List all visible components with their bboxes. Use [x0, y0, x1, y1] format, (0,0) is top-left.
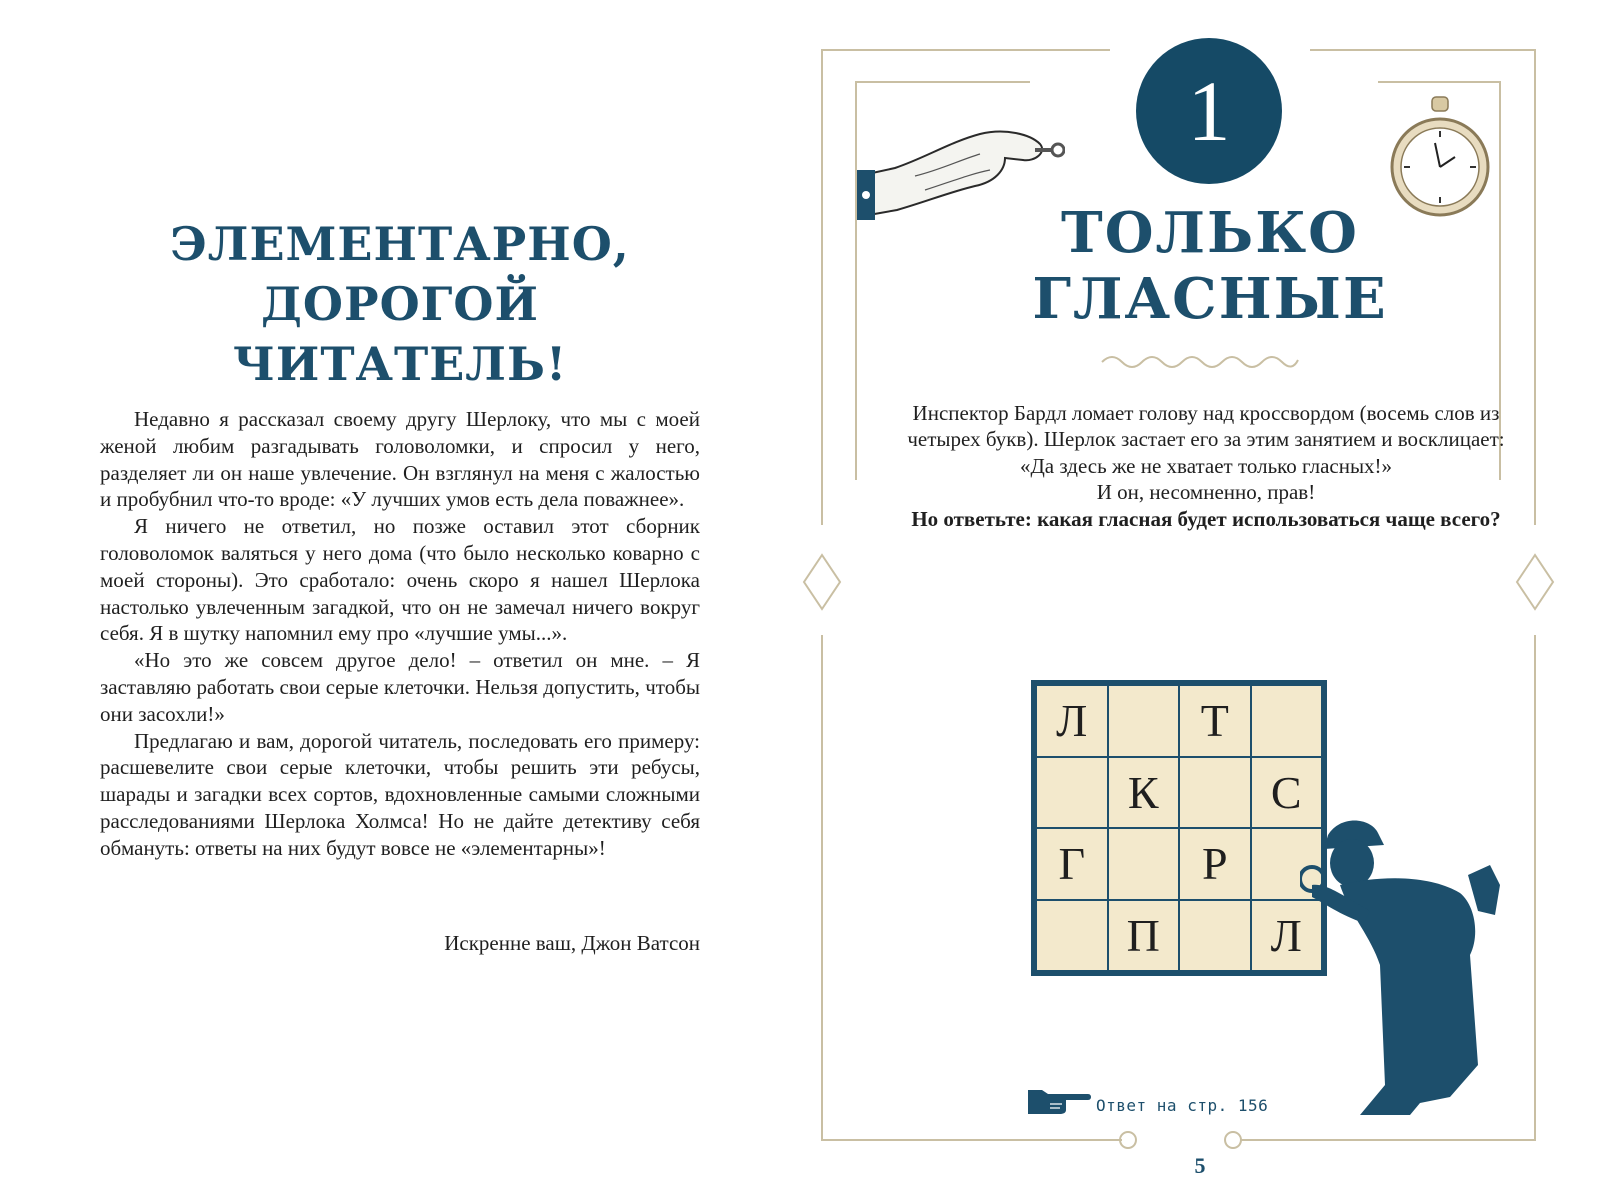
signature: Искренне ваш, Джон Ватсон: [444, 931, 700, 955]
puzzle-title: [950, 200, 1470, 332]
puzzle-description: [886, 400, 1526, 532]
intro-text: Инспектор Бардл ломает голову над кроссвордом (восемь слов из четырех букв). Шерлок застает его за этим занятием и восклицает:: [907, 401, 1505, 452]
grid-cell: [1109, 829, 1179, 899]
intro-text: И он, несомненно, прав!: [1096, 480, 1316, 505]
grid-cell: Т: [1180, 686, 1250, 756]
intro-text: «Да здесь же не хватает только гласных!»: [1019, 453, 1393, 478]
grid-cell: Л: [1252, 901, 1322, 971]
ornament-divider: [1100, 350, 1300, 370]
puzzle-title-line-2: ГЛАСНЫЕ: [1032, 266, 1388, 332]
grid-cell: П: [1109, 901, 1179, 971]
grid-cell: [1037, 901, 1107, 971]
grid-cell: Л: [1037, 686, 1107, 756]
grid-cell: [1180, 758, 1250, 828]
left-page-title: [100, 214, 700, 394]
chapter-number-badge: [1136, 38, 1282, 184]
grid-cell: [1252, 686, 1322, 756]
sherlock-silhouette-icon: [1300, 815, 1520, 1120]
chapter-number: 1: [1187, 63, 1231, 159]
body-paragraph: «Но это же совсем другое дело! – ответил он мне. – Я заставляю работать свои серые клеточки. Нельзя допустить, чтобы они засохли!»: [100, 648, 700, 726]
body-paragraph: Я ничего не ответил, но позже оставил этот сборник головоломок валяться у него дома (что было несколько коварно с моей стороны). Это сработало: очень скоро я нашел Шерлока настолько увлеченным загадкой, что он не замечал ничего вокруг себя. Я в шутку напомнил ему про «лучшие умы...».: [100, 514, 700, 646]
right-page: [800, 0, 1600, 1195]
grid-cell: [1037, 758, 1107, 828]
grid-cell: Р: [1180, 829, 1250, 899]
puzzle-question: Но ответьте: какая гласная будет использоваться чаще всего?: [911, 506, 1501, 531]
grid-cell: Г: [1037, 829, 1107, 899]
left-title-line-2: ДОРОГОЙ ЧИТАТЕЛЬ!: [232, 277, 568, 391]
pointing-hand-icon: [1026, 1086, 1092, 1121]
body-paragraph: Недавно я рассказал своему другу Шерлоку, что мы с моей женой любим разгадывать головоломки, и спросил у него, разделяет ли он наше увлечение. Он взглянул на меня с жалостью и пробубнил что-то вроде: «У лучших умов есть дела поважнее».: [100, 407, 700, 512]
left-page-body: [100, 406, 700, 862]
grid-cell: С: [1252, 758, 1322, 828]
grid-cell: [1180, 901, 1250, 971]
grid-cell: К: [1109, 758, 1179, 828]
crossword-grid: [1031, 680, 1327, 976]
answer-reference: Ответ на стр. 156: [1096, 1096, 1269, 1115]
body-paragraph: Предлагаю и вам, дорогой читатель, последовать его примеру: расшевелите свои серые клеточки, чтобы решить эти ребусы, шарады и загадки всех сортов, вдохновленные самыми сложными расследованиями Шерлока Холмса! Но не дайте детективу себя обмануть: ответы на них будут вовсе не «элементарны»!: [100, 728, 700, 860]
page-number: 5: [1194, 1153, 1206, 1178]
grid-cell: [1109, 686, 1179, 756]
puzzle-title-line-1: ТОЛЬКО: [1061, 200, 1359, 266]
left-title-line-1: ЭЛЕМЕНТАРНО,: [170, 217, 630, 271]
